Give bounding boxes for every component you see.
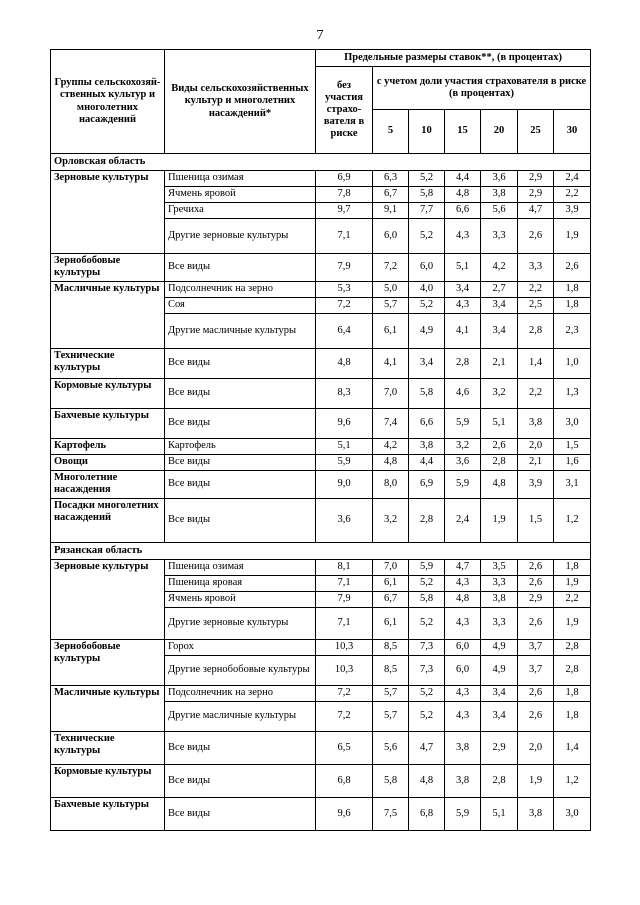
rate-share-2: 5,8 xyxy=(409,592,445,608)
rate-share-5: 2,5 xyxy=(518,298,554,314)
rate-share-4: 2,7 xyxy=(481,282,518,298)
rate-share-2: 5,2 xyxy=(409,298,445,314)
rate-share-4: 3,5 xyxy=(481,560,518,576)
rate-share-5: 2,1 xyxy=(518,455,554,471)
crop-kind: Все виды xyxy=(165,765,316,798)
rate-no-participation: 7,1 xyxy=(316,219,373,254)
rate-share-3: 5,1 xyxy=(445,254,481,282)
crop-kind: Все виды xyxy=(165,499,316,543)
rate-share-4: 2,1 xyxy=(481,349,518,379)
rate-share-2: 5,2 xyxy=(409,171,445,187)
group-name: Масличные культуры xyxy=(51,282,165,349)
group-name: Зерновые культуры xyxy=(51,171,165,254)
rate-share-1: 4,1 xyxy=(373,349,409,379)
rate-share-3: 3,4 xyxy=(445,282,481,298)
rate-share-5: 2,0 xyxy=(518,439,554,455)
table-row xyxy=(51,686,591,702)
rate-no-participation: 7,1 xyxy=(316,576,373,592)
rate-share-3: 6,6 xyxy=(445,203,481,219)
rate-share-4: 3,4 xyxy=(481,298,518,314)
crop-kind: Картофель xyxy=(165,439,316,455)
rate-no-participation: 6,5 xyxy=(316,732,373,765)
header-share-5: 30 xyxy=(554,110,591,154)
rate-share-2: 5,2 xyxy=(409,686,445,702)
rate-share-4: 2,8 xyxy=(481,455,518,471)
rate-share-4: 2,9 xyxy=(481,732,518,765)
rate-share-1: 6,0 xyxy=(373,219,409,254)
rate-share-3: 4,4 xyxy=(445,171,481,187)
header-share-2: 15 xyxy=(445,110,481,154)
rate-share-1: 6,7 xyxy=(373,592,409,608)
rate-share-4: 5,1 xyxy=(481,409,518,439)
crop-kind: Другие зернобобовые культуры xyxy=(165,656,316,686)
rate-share-2: 4,0 xyxy=(409,282,445,298)
group-name: Бахчевые культуры xyxy=(51,409,165,439)
crop-kind: Все виды xyxy=(165,409,316,439)
region-row xyxy=(51,154,591,171)
rate-no-participation: 3,6 xyxy=(316,499,373,543)
rate-share-6: 1,9 xyxy=(554,576,591,592)
rate-share-4: 2,6 xyxy=(481,439,518,455)
rate-no-participation: 4,8 xyxy=(316,349,373,379)
rate-share-4: 3,3 xyxy=(481,219,518,254)
rate-share-3: 4,6 xyxy=(445,379,481,409)
rate-share-1: 6,1 xyxy=(373,576,409,592)
rate-share-6: 3,0 xyxy=(554,409,591,439)
crop-kind: Горох xyxy=(165,640,316,656)
rate-share-6: 1,5 xyxy=(554,439,591,455)
rate-share-5: 3,7 xyxy=(518,640,554,656)
rate-share-5: 2,0 xyxy=(518,732,554,765)
rate-share-6: 1,8 xyxy=(554,298,591,314)
group-name: Многолетние насаждения xyxy=(51,471,165,499)
rate-share-3: 4,8 xyxy=(445,187,481,203)
crop-kind: Все виды xyxy=(165,732,316,765)
rate-share-4: 3,4 xyxy=(481,314,518,349)
rate-share-2: 2,8 xyxy=(409,499,445,543)
rate-share-5: 2,2 xyxy=(518,379,554,409)
rate-share-1: 6,1 xyxy=(373,314,409,349)
rate-no-participation: 7,8 xyxy=(316,187,373,203)
rate-share-2: 5,2 xyxy=(409,576,445,592)
rate-share-6: 1,8 xyxy=(554,702,591,732)
rate-share-4: 3,8 xyxy=(481,592,518,608)
region-name: Орловская область xyxy=(51,154,591,171)
rate-share-3: 3,8 xyxy=(445,765,481,798)
rate-share-6: 3,1 xyxy=(554,471,591,499)
rate-share-5: 2,6 xyxy=(518,686,554,702)
rate-share-5: 4,7 xyxy=(518,203,554,219)
rate-share-5: 2,9 xyxy=(518,171,554,187)
rate-share-4: 3,3 xyxy=(481,576,518,592)
rate-no-participation: 6,9 xyxy=(316,171,373,187)
rate-share-3: 4,3 xyxy=(445,298,481,314)
rate-share-1: 7,0 xyxy=(373,379,409,409)
rate-share-3: 4,1 xyxy=(445,314,481,349)
crop-kind: Гречиха xyxy=(165,203,316,219)
rate-share-3: 2,8 xyxy=(445,349,481,379)
rate-share-3: 6,0 xyxy=(445,640,481,656)
header-share-1: 10 xyxy=(409,110,445,154)
rate-no-participation: 8,3 xyxy=(316,379,373,409)
table-row xyxy=(51,282,591,298)
rate-no-participation: 10,3 xyxy=(316,656,373,686)
rate-share-6: 1,8 xyxy=(554,282,591,298)
rate-share-6: 1,2 xyxy=(554,499,591,543)
rate-no-participation: 9,6 xyxy=(316,798,373,831)
rate-no-participation: 6,8 xyxy=(316,765,373,798)
table-row xyxy=(51,732,591,765)
crop-kind: Другие зерновые культуры xyxy=(165,219,316,254)
rate-share-5: 2,9 xyxy=(518,187,554,203)
rate-share-2: 5,9 xyxy=(409,560,445,576)
rate-share-5: 2,8 xyxy=(518,314,554,349)
group-name: Кормовые культуры xyxy=(51,765,165,798)
rate-share-3: 4,8 xyxy=(445,592,481,608)
header-no-participation: без участия страхо-вателя в риске xyxy=(316,67,373,154)
table-row xyxy=(51,765,591,798)
rate-no-participation: 7,2 xyxy=(316,686,373,702)
crop-kind: Все виды xyxy=(165,471,316,499)
table-row xyxy=(51,640,591,656)
rate-share-5: 1,4 xyxy=(518,349,554,379)
rate-share-4: 3,3 xyxy=(481,608,518,640)
rate-share-1: 3,2 xyxy=(373,499,409,543)
rate-share-1: 6,3 xyxy=(373,171,409,187)
rate-share-1: 6,7 xyxy=(373,187,409,203)
rate-share-1: 6,1 xyxy=(373,608,409,640)
table-row xyxy=(51,254,591,282)
insurance-rates-table xyxy=(50,49,591,831)
rate-share-3: 5,9 xyxy=(445,798,481,831)
rate-share-2: 6,9 xyxy=(409,471,445,499)
rate-share-1: 5,7 xyxy=(373,686,409,702)
rate-share-6: 2,6 xyxy=(554,254,591,282)
rate-share-1: 7,5 xyxy=(373,798,409,831)
crop-kind: Другие масличные культуры xyxy=(165,314,316,349)
group-name: Зерновые культуры xyxy=(51,560,165,640)
rate-share-1: 8,0 xyxy=(373,471,409,499)
rate-share-4: 4,9 xyxy=(481,640,518,656)
rate-share-6: 2,2 xyxy=(554,187,591,203)
rate-share-3: 4,3 xyxy=(445,702,481,732)
crop-kind: Пшеница озимая xyxy=(165,560,316,576)
rate-share-6: 2,3 xyxy=(554,314,591,349)
rate-share-2: 7,3 xyxy=(409,656,445,686)
table-row xyxy=(51,379,591,409)
rate-share-4: 5,6 xyxy=(481,203,518,219)
rate-share-3: 4,3 xyxy=(445,686,481,702)
rate-share-2: 5,2 xyxy=(409,608,445,640)
rate-share-1: 4,8 xyxy=(373,455,409,471)
table-row xyxy=(51,560,591,576)
rate-share-3: 4,3 xyxy=(445,608,481,640)
rate-share-6: 1,6 xyxy=(554,455,591,471)
crop-kind: Все виды xyxy=(165,254,316,282)
table-row xyxy=(51,439,591,455)
rate-share-6: 3,9 xyxy=(554,203,591,219)
rate-share-5: 1,5 xyxy=(518,499,554,543)
rate-share-5: 3,9 xyxy=(518,471,554,499)
rate-share-3: 6,0 xyxy=(445,656,481,686)
rate-share-4: 2,8 xyxy=(481,765,518,798)
rate-share-5: 2,6 xyxy=(518,576,554,592)
rate-share-1: 7,0 xyxy=(373,560,409,576)
region-row xyxy=(51,543,591,560)
rate-share-3: 4,7 xyxy=(445,560,481,576)
rate-no-participation: 9,6 xyxy=(316,409,373,439)
crop-kind: Все виды xyxy=(165,379,316,409)
rate-share-5: 1,9 xyxy=(518,765,554,798)
header-group: Группы сельскохозяй-ственных культур и многолетних насаждений xyxy=(51,50,165,154)
region-name: Рязанская область xyxy=(51,543,591,560)
rate-share-6: 1,2 xyxy=(554,765,591,798)
crop-kind: Соя xyxy=(165,298,316,314)
header-share-3: 20 xyxy=(481,110,518,154)
rate-share-6: 2,8 xyxy=(554,640,591,656)
rate-share-2: 6,6 xyxy=(409,409,445,439)
rate-share-3: 4,3 xyxy=(445,576,481,592)
header-share-0: 5 xyxy=(373,110,409,154)
rate-share-5: 2,2 xyxy=(518,282,554,298)
rate-share-4: 3,2 xyxy=(481,379,518,409)
rate-share-5: 3,7 xyxy=(518,656,554,686)
rate-share-2: 5,2 xyxy=(409,702,445,732)
rate-share-1: 8,5 xyxy=(373,640,409,656)
rate-share-5: 3,8 xyxy=(518,798,554,831)
rate-share-6: 1,3 xyxy=(554,379,591,409)
table-row xyxy=(51,409,591,439)
rate-share-6: 1,9 xyxy=(554,608,591,640)
rate-share-1: 5,6 xyxy=(373,732,409,765)
rate-share-2: 4,8 xyxy=(409,765,445,798)
rate-share-5: 2,6 xyxy=(518,560,554,576)
rate-share-6: 1,0 xyxy=(554,349,591,379)
rate-share-4: 3,4 xyxy=(481,702,518,732)
group-name: Технические культуры xyxy=(51,349,165,379)
crop-kind: Все виды xyxy=(165,455,316,471)
group-name: Масличные культуры xyxy=(51,686,165,732)
crop-kind: Все виды xyxy=(165,798,316,831)
rate-share-1: 4,2 xyxy=(373,439,409,455)
rate-share-2: 5,2 xyxy=(409,219,445,254)
crop-kind: Ячмень яровой xyxy=(165,592,316,608)
group-name: Посадки многолетних насаждений xyxy=(51,499,165,543)
rate-share-2: 5,8 xyxy=(409,187,445,203)
rate-no-participation: 8,1 xyxy=(316,560,373,576)
rate-no-participation: 7,1 xyxy=(316,608,373,640)
rate-share-3: 4,3 xyxy=(445,219,481,254)
crop-kind: Пшеница озимая xyxy=(165,171,316,187)
rate-share-6: 3,0 xyxy=(554,798,591,831)
rate-share-6: 2,4 xyxy=(554,171,591,187)
rate-share-4: 3,8 xyxy=(481,187,518,203)
header-kind: Виды сельскохозяйственных культур и многолетних насаждений* xyxy=(165,50,316,154)
rate-no-participation: 7,2 xyxy=(316,702,373,732)
rate-share-4: 3,6 xyxy=(481,171,518,187)
rate-share-3: 3,8 xyxy=(445,732,481,765)
rate-share-1: 5,7 xyxy=(373,298,409,314)
rate-share-3: 5,9 xyxy=(445,471,481,499)
crop-kind: Пшеница яровая xyxy=(165,576,316,592)
rate-share-1: 8,5 xyxy=(373,656,409,686)
header-share-4: 25 xyxy=(518,110,554,154)
rate-share-3: 5,9 xyxy=(445,409,481,439)
rate-share-4: 4,9 xyxy=(481,656,518,686)
rate-share-1: 7,4 xyxy=(373,409,409,439)
rate-no-participation: 9,7 xyxy=(316,203,373,219)
rate-share-3: 3,2 xyxy=(445,439,481,455)
group-name: Кормовые культуры xyxy=(51,379,165,409)
rate-share-2: 6,8 xyxy=(409,798,445,831)
rate-share-2: 3,4 xyxy=(409,349,445,379)
table-row xyxy=(51,471,591,499)
crop-kind: Подсолнечник на зерно xyxy=(165,686,316,702)
rate-no-participation: 6,4 xyxy=(316,314,373,349)
group-name: Овощи xyxy=(51,455,165,471)
rate-share-2: 4,4 xyxy=(409,455,445,471)
rate-share-2: 5,8 xyxy=(409,379,445,409)
table-row xyxy=(51,171,591,187)
rate-no-participation: 7,2 xyxy=(316,298,373,314)
rate-share-5: 3,8 xyxy=(518,409,554,439)
rate-share-3: 2,4 xyxy=(445,499,481,543)
crop-kind: Другие зерновые культуры xyxy=(165,608,316,640)
rate-no-participation: 10,3 xyxy=(316,640,373,656)
rate-no-participation: 5,1 xyxy=(316,439,373,455)
crop-kind: Ячмень яровой xyxy=(165,187,316,203)
rate-no-participation: 5,9 xyxy=(316,455,373,471)
rate-no-participation: 9,0 xyxy=(316,471,373,499)
header-limit: Предельные размеры ставок**, (в процентах) xyxy=(316,50,591,67)
rate-share-2: 3,8 xyxy=(409,439,445,455)
rate-share-4: 5,1 xyxy=(481,798,518,831)
table-header xyxy=(51,50,591,154)
group-name: Зернобобовые культуры xyxy=(51,640,165,686)
rate-share-1: 5,8 xyxy=(373,765,409,798)
rate-share-1: 9,1 xyxy=(373,203,409,219)
rate-share-6: 2,2 xyxy=(554,592,591,608)
group-name: Зернобобовые культуры xyxy=(51,254,165,282)
rate-share-2: 6,0 xyxy=(409,254,445,282)
rate-share-5: 2,9 xyxy=(518,592,554,608)
rate-no-participation: 5,3 xyxy=(316,282,373,298)
rate-share-6: 1,4 xyxy=(554,732,591,765)
rate-no-participation: 7,9 xyxy=(316,592,373,608)
header-with-participation: с учетом доли участия страхователя в риске (в процентах) xyxy=(373,67,591,110)
crop-kind: Все виды xyxy=(165,349,316,379)
rate-share-2: 4,9 xyxy=(409,314,445,349)
rate-share-5: 2,6 xyxy=(518,702,554,732)
rate-share-5: 3,3 xyxy=(518,254,554,282)
rate-share-2: 4,7 xyxy=(409,732,445,765)
rate-share-4: 3,4 xyxy=(481,686,518,702)
group-name: Бахчевые культуры xyxy=(51,798,165,831)
group-name: Технические культуры xyxy=(51,732,165,765)
rate-share-6: 2,8 xyxy=(554,656,591,686)
rate-share-2: 7,7 xyxy=(409,203,445,219)
rate-share-2: 7,3 xyxy=(409,640,445,656)
rate-share-5: 2,6 xyxy=(518,219,554,254)
rate-share-5: 2,6 xyxy=(518,608,554,640)
crop-kind: Подсолнечник на зерно xyxy=(165,282,316,298)
crop-kind: Другие масличные культуры xyxy=(165,702,316,732)
rate-no-participation: 7,9 xyxy=(316,254,373,282)
page-number: 7 xyxy=(316,28,324,43)
rate-share-4: 1,9 xyxy=(481,499,518,543)
rate-share-4: 4,2 xyxy=(481,254,518,282)
rate-share-1: 5,7 xyxy=(373,702,409,732)
rate-share-6: 1,9 xyxy=(554,219,591,254)
rate-share-1: 7,2 xyxy=(373,254,409,282)
table-row xyxy=(51,455,591,471)
rate-share-1: 5,0 xyxy=(373,282,409,298)
rate-share-3: 3,6 xyxy=(445,455,481,471)
rate-share-4: 4,8 xyxy=(481,471,518,499)
rate-share-6: 1,8 xyxy=(554,560,591,576)
table-row xyxy=(51,499,591,543)
table-row xyxy=(51,798,591,831)
table-row xyxy=(51,349,591,379)
rate-share-6: 1,8 xyxy=(554,686,591,702)
group-name: Картофель xyxy=(51,439,165,455)
table-body xyxy=(51,154,591,831)
